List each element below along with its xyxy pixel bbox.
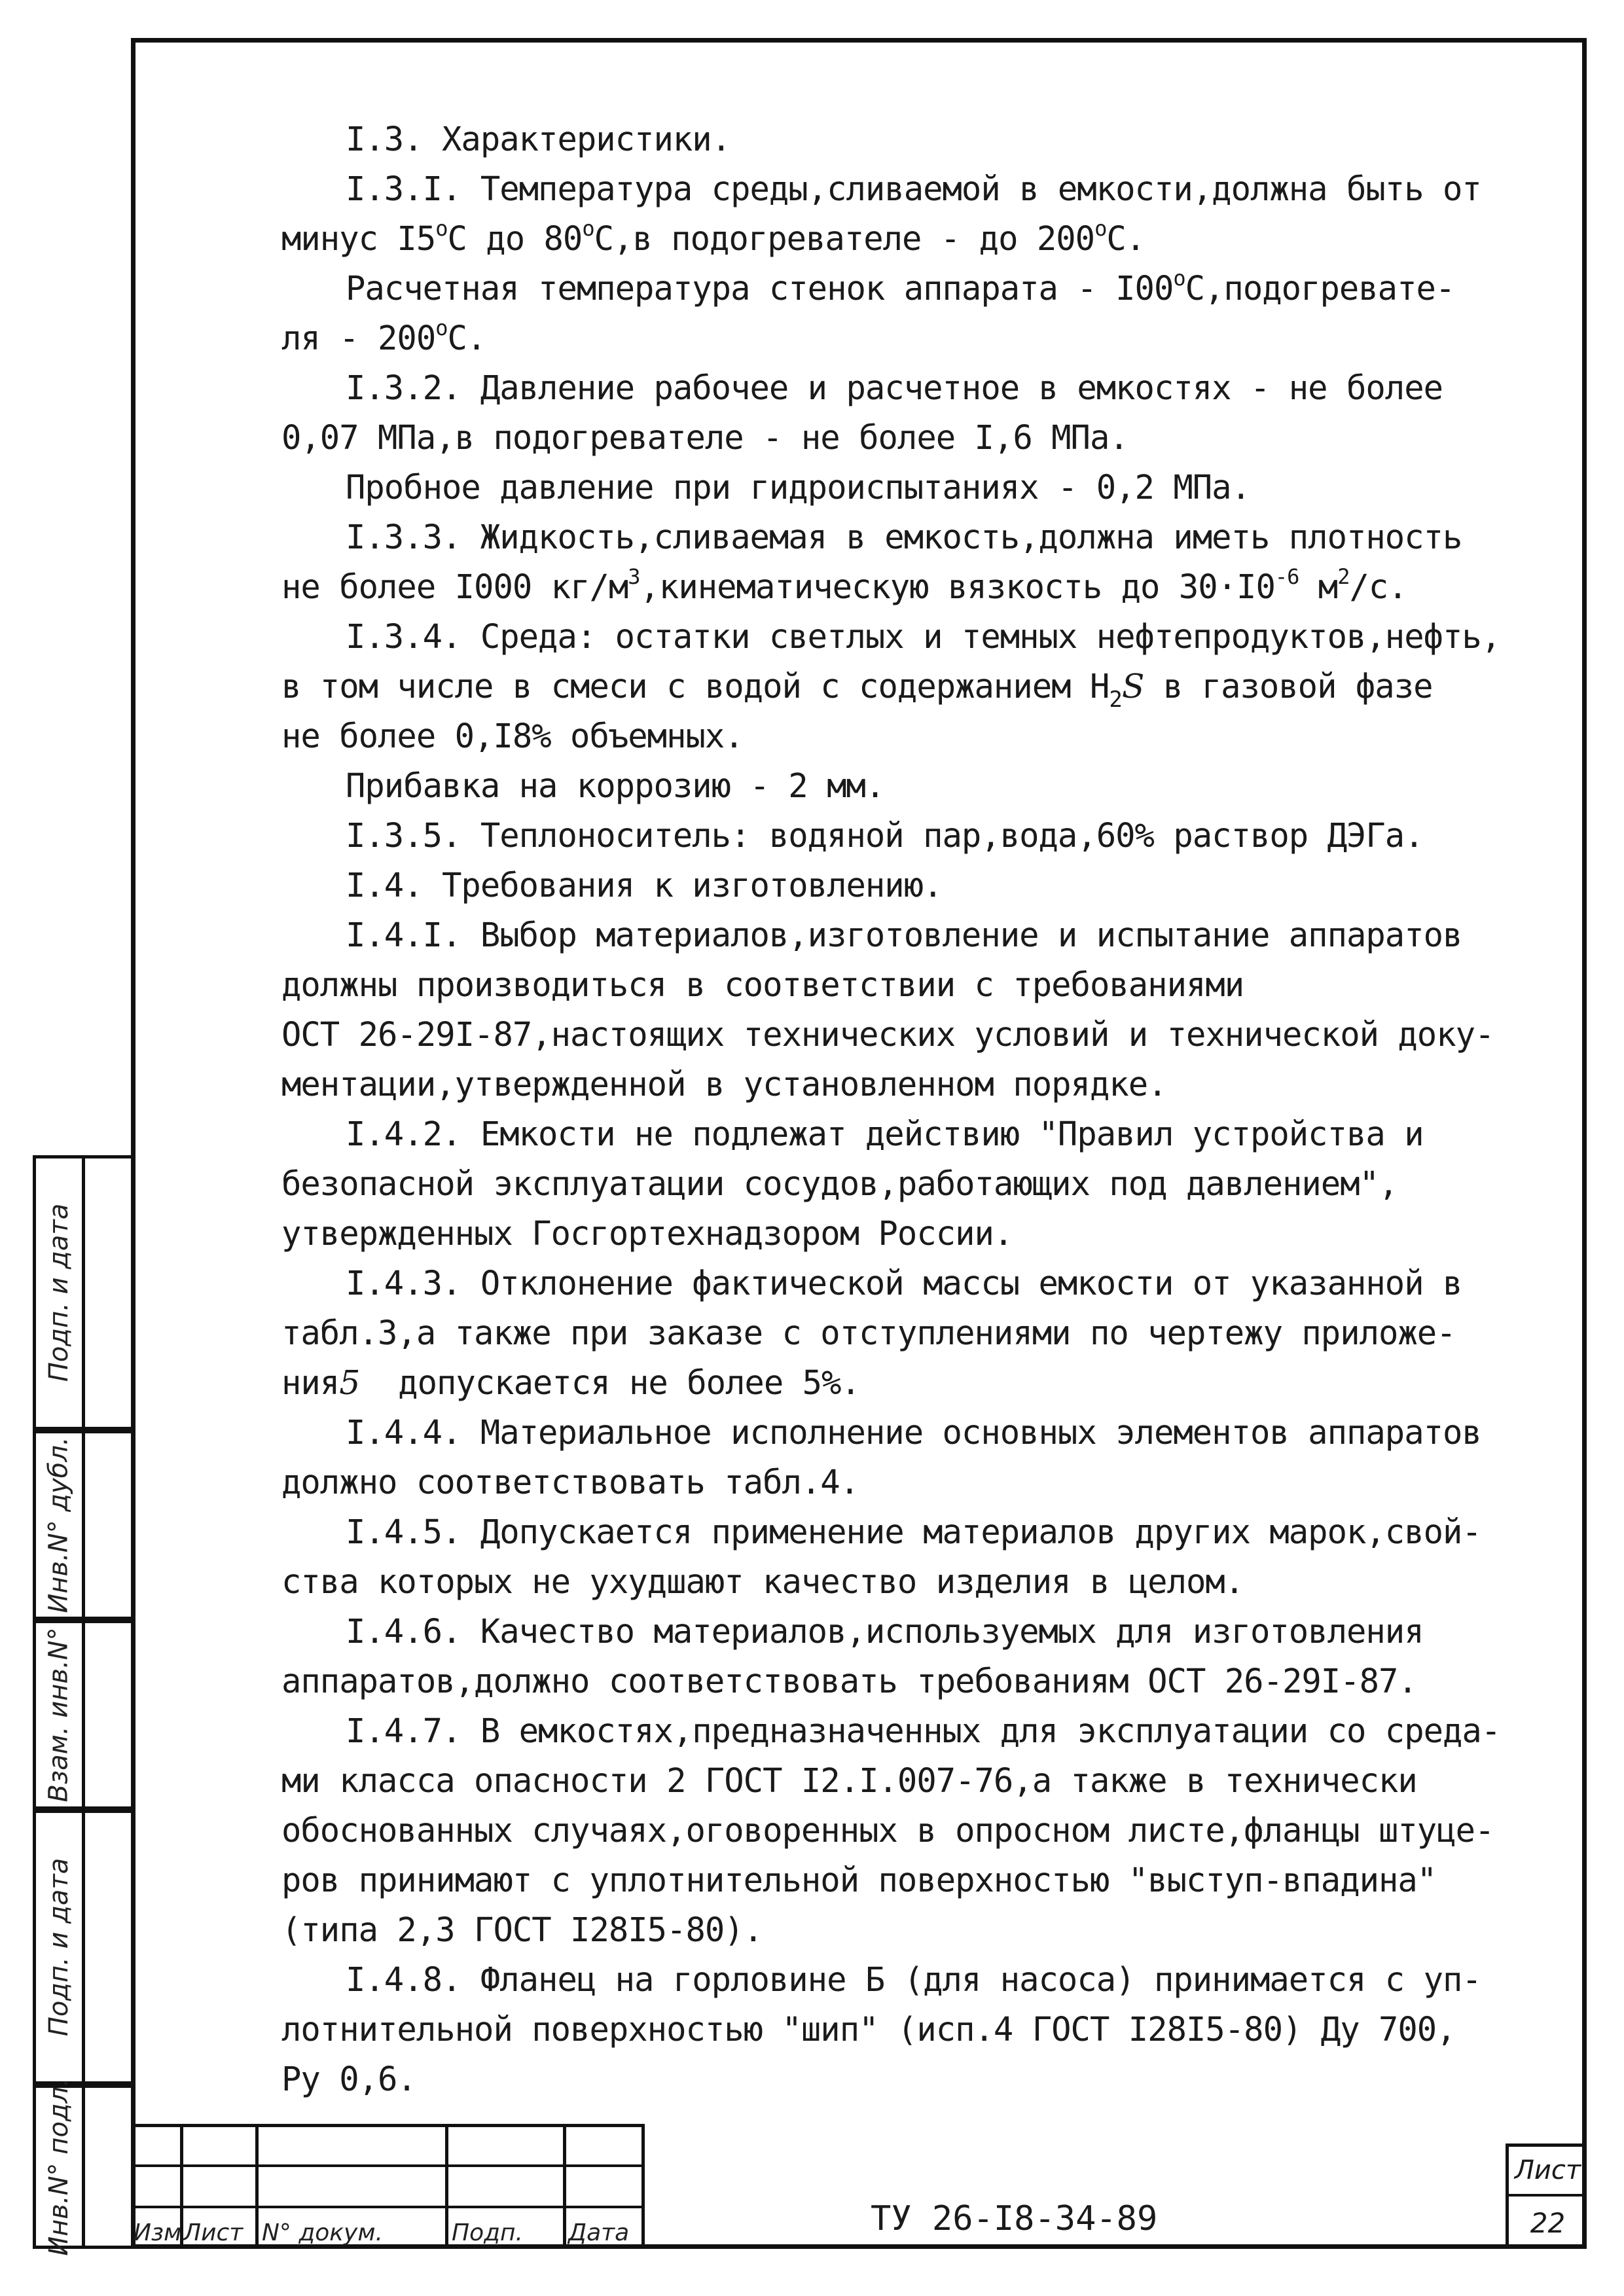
text-line: не более I000 $кг/м^3,кинематическую$ вязкость до $30\cdot I0^{-6}$ $м^2/с$.	[281, 564, 1407, 606]
side-field-label: Инв.N° подл.	[44, 2077, 74, 2256]
text-line: обоснованных случаях,оговоренных в опросном листе,фланцы штуце-	[281, 1811, 1494, 1850]
text-line: ства которых не ухудшают качество изделия в целом.	[281, 1562, 1244, 1601]
text-line: I.4.7. В емкостях,предназначенных для эксплуатации со среда-	[346, 1712, 1501, 1750]
text-line: ОСТ 26-29I-87,настоящих технических условий и технической доку-	[281, 1015, 1494, 1054]
text-line: ля - 200$^o$C.	[281, 315, 486, 357]
text-line: I.4.2. Емкости не подлежат действию "Правил устройства и	[346, 1115, 1424, 1153]
column-label-signature: Подп.	[452, 2219, 523, 2246]
column-label-date: Дата	[568, 2219, 630, 2246]
text-line: аппаратов,должно соответствовать требованиям ОСТ 26-29I-87.	[281, 1662, 1417, 1700]
sheet-number: 22	[1530, 2206, 1566, 2239]
side-field-3	[33, 1620, 131, 1810]
text-line: I.3.4. Среда: остатки светлых и темных нефтепродуктов,нефть,	[346, 617, 1501, 656]
text-line: I.3.2. Давление рабочее и расчетное в емкостях - не более	[346, 368, 1443, 407]
side-field-label: Подп. и дата	[44, 1857, 75, 2037]
text-line: должно соответствовать табл.4.	[281, 1463, 859, 1501]
document-body	[281, 115, 1578, 2104]
side-field-1	[33, 1155, 131, 1430]
text-line: Пробное давление при гидроиспытаниях - 0,2 МПа.	[346, 468, 1250, 507]
text-line: безопасной эксплуатации сосудов,работающих под давлением",	[281, 1164, 1398, 1203]
text-line: I.4.3. Отклонение фактической массы емкости от указанной в	[346, 1264, 1462, 1302]
text-line: ментации,утвержденной в установленном порядке.	[281, 1065, 1167, 1103]
text-line: I.4.8. Фланец на горловине Б (для насоса) принимается с уп-	[346, 1960, 1481, 1999]
text-line: ров принимают с уплотнительной поверхностью "выступ-впадина"	[281, 1861, 1437, 1899]
text-line: I.4.I. Выбор материалов,изготовление и испытание аппаратов	[346, 916, 1462, 954]
document-code: ТУ 26-I8-34-89	[871, 2199, 1158, 2238]
text-line: (типа 2,3 ГОСТ I28I5-80).	[281, 1910, 763, 1949]
text-line: ми класса опасности 2 ГОСТ I2.I.007-76,а также в технически	[281, 1761, 1417, 1800]
side-field-label: Взам. инв.N°	[44, 1627, 74, 1803]
text-line: должны производиться в соответствии с требованиями	[281, 965, 1244, 1004]
column-label-change: Изм	[134, 2219, 182, 2246]
text-line: утвержденных Госгортехнадзором России.	[281, 1214, 1013, 1253]
text-line: I.3.I. Температура среды,сливаемой в емкости,должна быть от	[346, 170, 1481, 208]
text-line: в том числе в смеси с водой с содержанием $H_2S$ в газовой фазе	[281, 667, 1433, 713]
side-field-5	[33, 2077, 131, 2256]
column-label-doc-number: N° докум.	[262, 2219, 383, 2246]
text-line: 0,07 МПа,в подогревателе - не более I,6 МПа.	[281, 418, 1128, 457]
column-label-sheet: Лист	[183, 2219, 244, 2246]
side-field-label: Подп. и дата	[44, 1203, 75, 1382]
sheet-box	[1506, 2144, 1587, 2249]
side-field-2	[33, 1430, 131, 1620]
text-line: Расчетная температура стенок аппарата - I00$^o$C,подогревате-	[346, 266, 1455, 308]
text-line: ния5 допускается не более 5%.	[281, 1363, 860, 1402]
side-field-label: Инв.N° дубл.	[44, 1437, 74, 1613]
title-block	[131, 2124, 1587, 2249]
text-line: I.3. Характеристики.	[346, 120, 731, 158]
text-line: I.4.6. Качество материалов,используемых для изготовления	[346, 1612, 1424, 1651]
text-line: табл.3,а также при заказе с отступлениями по чертежу приложе-	[281, 1314, 1456, 1352]
text-line: лотнительной поверхностью "шип" (исп.4 ГОСТ I28I5-80) Ду 700,	[281, 2010, 1456, 2049]
text-line: Прибавка на коррозию - 2 мм.	[346, 766, 885, 805]
sheet-label: Лист	[1509, 2147, 1587, 2197]
text-line: I.3.3. Жидкость,сливаемая в емкость,должна иметь плотность	[346, 518, 1462, 556]
text-line: I.4. Требования к изготовлению.	[346, 866, 943, 905]
text-line: не более 0,I8% объемных.	[281, 717, 744, 755]
text-line: I.4.4. Материальное исполнение основных элементов аппаратов	[346, 1413, 1481, 1452]
text-line: Ру 0,6.	[281, 2060, 416, 2098]
side-field-4	[33, 1810, 131, 2085]
text-line: I.4.5. Допускается применение материалов других марок,свой-	[346, 1513, 1481, 1551]
text-line: минус I5$^o$C до 80$^o$C,в подогревателе - до 200$^o$C.	[281, 216, 1146, 258]
text-line: I.3.5. Теплоноситель: водяной пар,вода,60% раствор ДЭГа.	[346, 816, 1424, 855]
